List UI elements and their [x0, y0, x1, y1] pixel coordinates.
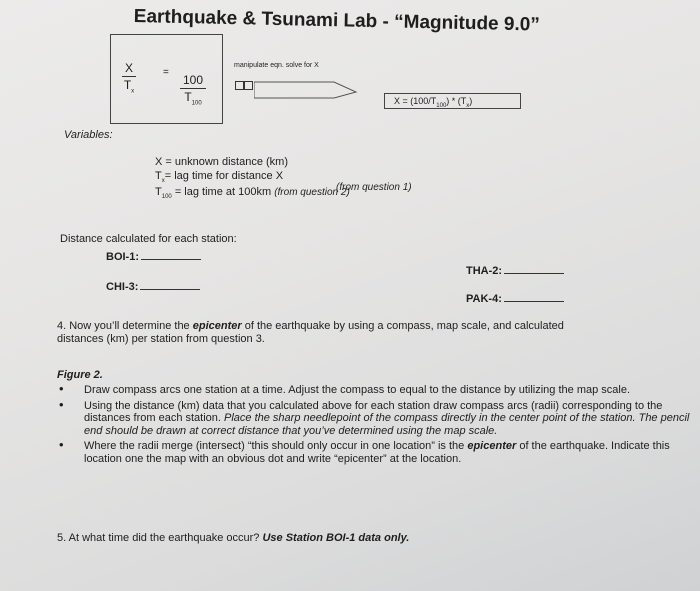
- variable-x: X = unknown distance (km): [155, 156, 288, 168]
- bullet-icon: •: [59, 437, 64, 452]
- manipulate-hint: manipulate eqn. solve for X: [234, 62, 319, 69]
- bullet-icon: •: [59, 396, 64, 412]
- result-formula-box: $X = (100/T_{100}) * (T_x)$: [384, 93, 521, 109]
- question-4: 4. Now you’ll determine the epicenter of the earthquake by using a compass, map scale, and calculated distances (km) per station from question 3.: [57, 320, 564, 345]
- station-boi-1: BOI-1:: [106, 250, 201, 263]
- distance-heading: Distance calculated for each station:: [60, 233, 237, 245]
- variable-t100: $T_{100}$ = lag time at 100km (from question 2): [155, 186, 350, 201]
- right-denominator: $T_{100}$: [184, 90, 202, 107]
- left-denominator: $T_x$: [123, 78, 135, 95]
- answer-blank[interactable]: [140, 280, 200, 290]
- instruction-list: [58, 381, 694, 468]
- small-box-icon: [244, 81, 253, 90]
- right-fraction: [180, 73, 206, 106]
- list-item: • Draw compass arcs one station at a time. Adjust the compass to equal to the distance by utilizing the map scale.: [59, 381, 631, 396]
- station-chi-3: CHI-3:: [106, 280, 200, 293]
- variables-label: Variables:: [64, 129, 113, 141]
- answer-blank[interactable]: [504, 264, 564, 274]
- answer-blank[interactable]: [141, 250, 201, 260]
- variable-tx: $T_x=$ lag time for distance X: [155, 170, 284, 185]
- list-item: • Where the radii merge (intersect) “this should only occur in one location” is the epicenter of the earthquake. Indicate this location one the map with an obvious dot and write “epicenter” at the location.: [59, 437, 670, 465]
- answer-blank[interactable]: [504, 292, 564, 302]
- list-item: • Using the distance (km) data that you calculated above for each station draw compass arcs (radii) corresponding to the distances from each station. Place the sharp needlepoint of the compass directly in the center point of the station. The pencil end should be drawn at correct distance that you’ve determined using the map scale.: [59, 396, 690, 437]
- question-5: 5. At what time did the earthquake occur? Use Station BOI-1 data only.: [57, 532, 410, 544]
- right-arrow-icon: [254, 78, 358, 100]
- variable-tx-note: (from question 1): [336, 182, 412, 193]
- left-fraction: [122, 61, 136, 94]
- equals-sign: =: [163, 67, 169, 78]
- figure-label: Figure 2.: [57, 369, 103, 381]
- equation-box: [110, 34, 223, 124]
- station-tha-2: THA-2:: [466, 264, 564, 277]
- left-numerator: X: [122, 61, 136, 77]
- bullet-icon: •: [59, 381, 64, 396]
- station-pak-4: PAK-4:: [466, 292, 564, 305]
- right-numerator: 100: [180, 73, 206, 89]
- page-title: Earthquake & Tsunami Lab - “Magnitude 9.0”: [133, 6, 541, 36]
- small-box-icon: [235, 81, 244, 90]
